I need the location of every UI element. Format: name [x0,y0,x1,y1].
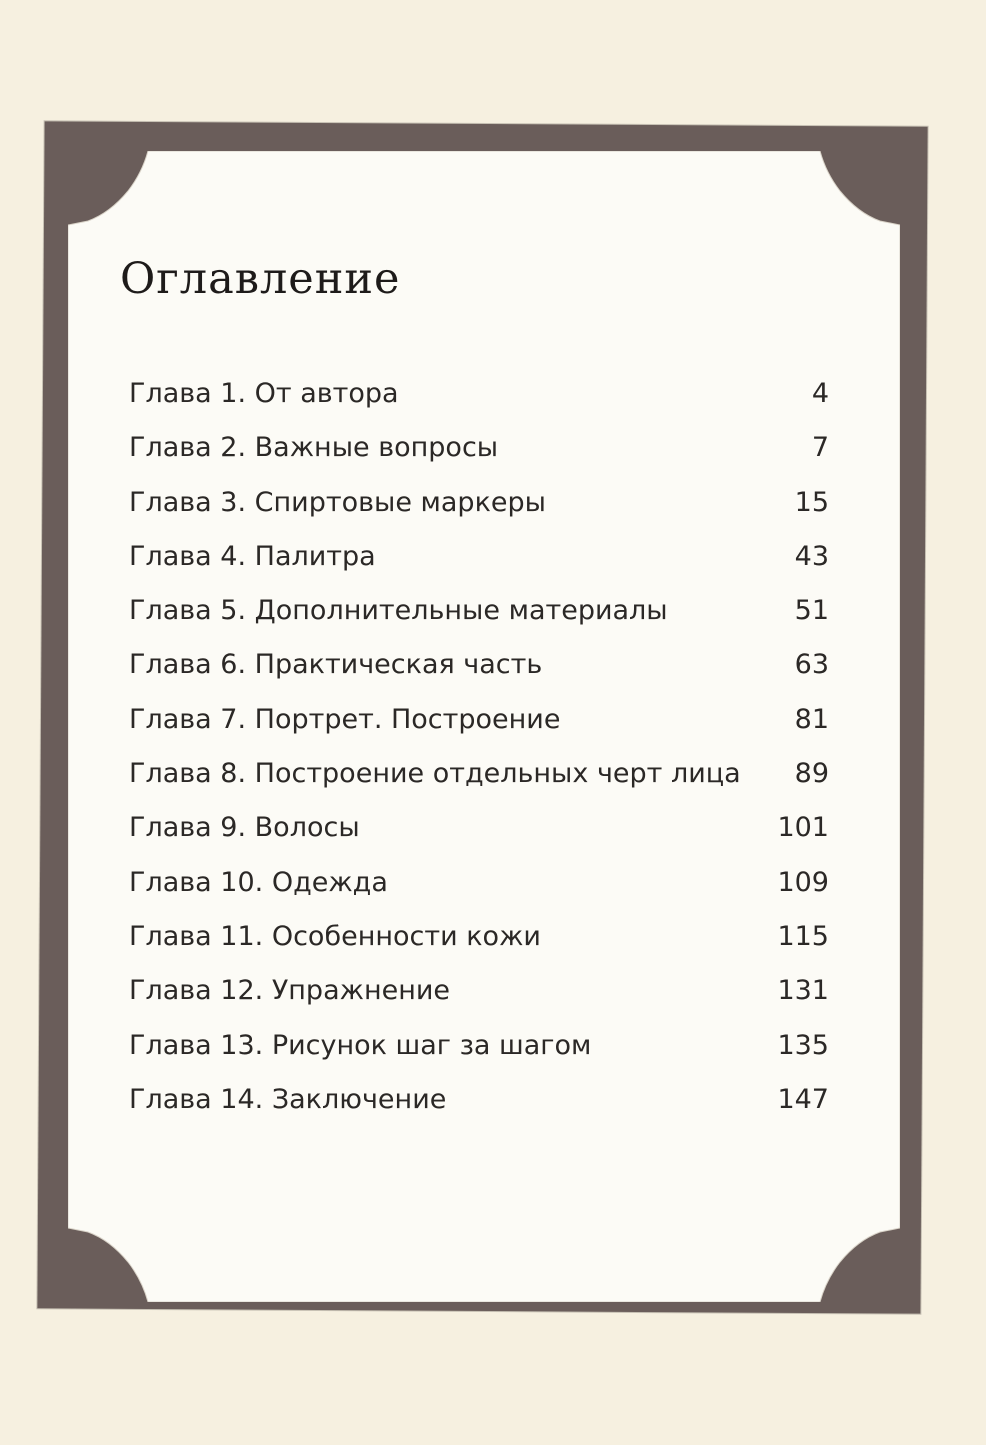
toc-entry[interactable] [129,530,829,584]
toc-entry[interactable] [129,910,829,964]
toc-entry-title: Глава 5. Дополнительные материалы [129,595,668,627]
toc-entry-page: 51 [794,595,829,627]
toc-entry-title: Глава 2. Важные вопросы [129,432,499,464]
toc-entry-page: 63 [794,649,829,681]
page-title: Оглавление [120,254,401,304]
toc-entry[interactable] [129,367,829,421]
toc-entry-title: Глава 9. Волосы [129,812,360,844]
toc-entry-page: 115 [777,920,829,952]
toc-entry[interactable] [129,747,829,801]
toc-entry[interactable] [129,856,829,910]
toc-entry[interactable] [129,421,829,475]
toc-entry-title: Глава 7. Портрет. Построение [129,703,561,735]
toc-entry-page: 135 [777,1029,829,1061]
toc-entry-page: 7 [811,432,829,464]
toc-entry[interactable] [129,1019,829,1073]
toc-entry-page: 131 [777,975,829,1007]
toc-entry-page: 89 [794,758,829,790]
toc-entry-title: Глава 4. Палитра [129,540,376,572]
toc-entry-page: 147 [777,1083,829,1115]
toc-entry-page: 15 [794,486,829,518]
toc-entry-title: Глава 8. Построение отдельных черт лица [129,758,741,790]
toc-entry-title: Глава 13. Рисунок шаг за шагом [129,1029,592,1061]
toc-entry-title: Глава 3. Спиртовые маркеры [129,486,546,518]
toc-entry-title: Глава 6. Практическая часть [129,649,543,681]
toc-entry-title: Глава 11. Особенности кожи [129,920,541,952]
toc-entry-title: Глава 14. Заключение [129,1083,447,1115]
toc-entry[interactable] [129,801,829,855]
toc-entry[interactable] [129,964,829,1018]
toc-entry-title: Глава 12. Упражнение [129,975,451,1007]
toc-entry[interactable] [129,693,829,747]
table-of-contents [129,367,829,1127]
toc-entry[interactable] [129,1073,829,1127]
toc-entry-page: 109 [777,866,829,898]
toc-entry-page: 81 [794,703,829,735]
toc-entry[interactable] [129,638,829,692]
toc-entry-page: 43 [794,540,829,572]
toc-entry-page: 4 [811,378,829,409]
toc-entry-title: Глава 1. От автора [129,378,399,409]
toc-entry-page: 101 [777,812,829,844]
toc-entry[interactable] [129,476,829,530]
toc-entry-title: Глава 10. Одежда [129,866,388,898]
toc-entry[interactable] [129,584,829,638]
